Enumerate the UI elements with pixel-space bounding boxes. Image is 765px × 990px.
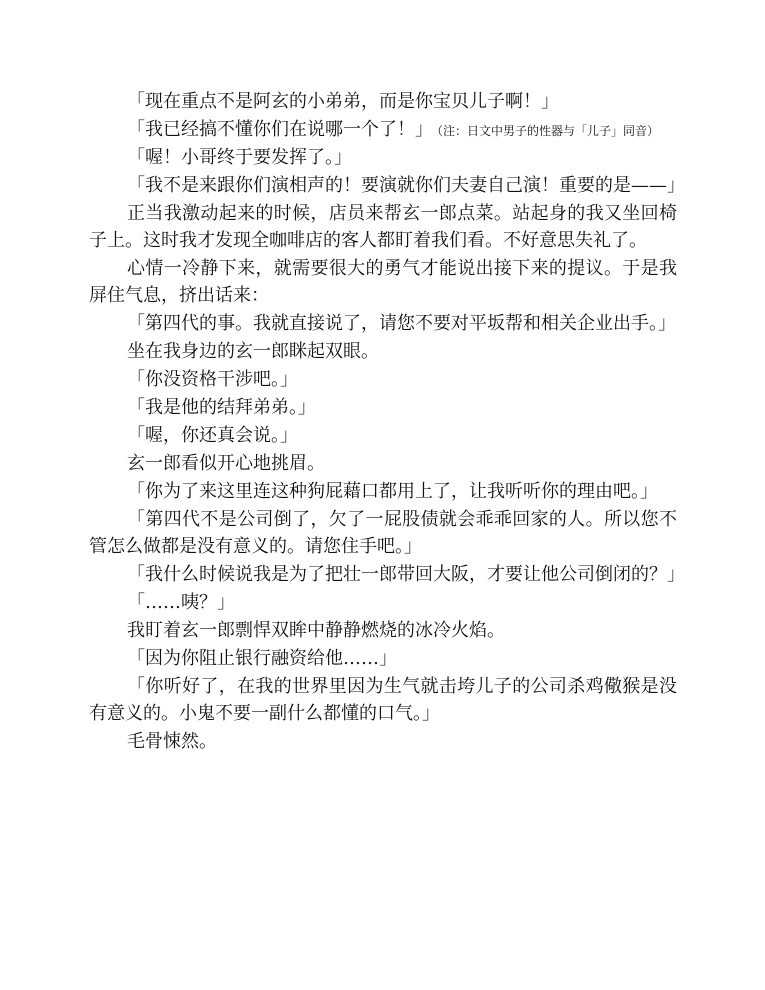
paragraph: 「喔！小哥终于要发挥了。」 [127, 147, 352, 168]
paragraph: 「现在重点不是阿玄的小弟弟，而是你宝贝儿子啊！」 [127, 91, 559, 112]
paragraph: 「第四代的事。我就直接说了，请您不要对平坂帮和相关企业出手。」 [127, 313, 676, 334]
paragraph: 「喔，你还真会说。」 [127, 425, 298, 446]
paragraph: 我盯着玄一郎剽悍双眸中静静燃烧的冰冷火焰。 [127, 620, 505, 641]
paragraph: 正当我激动起来的时候，店员来帮玄一郎点菜。站起身的我又坐回椅子上。这时我才发现全咖啡店的客人都盯着我们看。不好意思失礼了。 [89, 203, 677, 251]
paragraph: 「我不是来跟你们演相声的！要演就你们夫妻自己演！重要的是——」 [127, 175, 685, 196]
paragraph: 「第四代不是公司倒了，欠了一屁股债就会乖乖回家的人。所以您不管怎么做都是没有意义的。请您住手吧。」 [89, 509, 677, 557]
paragraph: 「你为了来这里连这种狗屁藉口都用上了，让我听听你的理由吧。」 [127, 481, 658, 502]
paragraph: 坐在我身边的玄一郎眯起双眼。 [127, 341, 379, 362]
paragraph: 「你听好了，在我的世界里因为生气就击垮儿子的公司杀鸡儆猴是没有意义的。小鬼不要一副什么都懂的口气。」 [89, 676, 677, 724]
translator-note: （注：日文中男子的性器与「儿子」同音） [437, 124, 660, 138]
document-page [89, 88, 685, 756]
paragraph: 「因为你阻止银行融资给他……」 [127, 648, 397, 669]
paragraph: 「……咦？」 [127, 592, 235, 613]
paragraph: 「我已经搞不懂你们在说哪一个了！」 （注：日文中男子的性器与「儿子」同音） [127, 119, 660, 140]
paragraph: 心情一冷静下来，就需要很大的勇气才能说出接下来的提议。于是我屏住气息，挤出话来： [89, 258, 677, 306]
paragraph: 「我是他的结拜弟弟。」 [127, 397, 316, 418]
paragraph: 「我什么时候说我是为了把壮一郎带回大阪，才要让他公司倒闭的？」 [127, 564, 685, 585]
paragraph: 玄一郎看似开心地挑眉。 [127, 453, 325, 474]
paragraph: 「你没资格干涉吧。」 [127, 369, 298, 390]
paragraph: 毛骨悚然。 [127, 731, 217, 752]
